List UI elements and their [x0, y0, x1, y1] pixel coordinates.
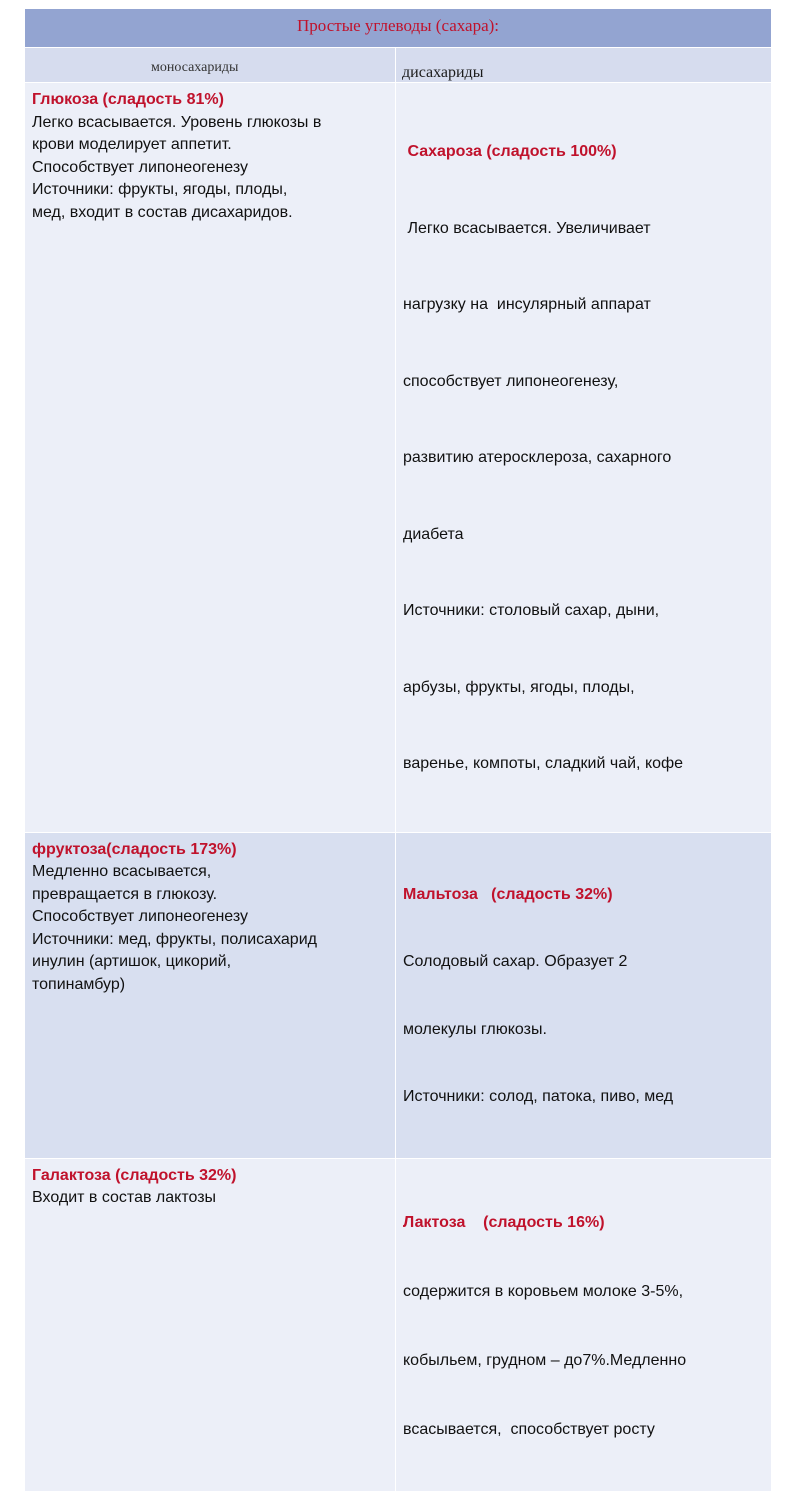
cell-line: мед, входит в состав дисахаридов.	[32, 203, 293, 221]
cell-sucrose	[396, 83, 772, 833]
cell-line: Медленно всасывается,	[32, 863, 212, 880]
sugar-name: Сахароза (сладость 100%)	[403, 143, 617, 160]
cell-line: способствует липонеогенезу,	[403, 372, 619, 390]
cell-line: содержится в коровьем молоке 3-5%,	[403, 1282, 684, 1300]
cell-line: Способствует липонеогенезу	[32, 158, 249, 176]
cell-line: всасывается, способствует росту	[403, 1420, 655, 1438]
carbohydrates-table	[24, 8, 772, 1492]
cell-line: кобыльем, грудном – до7%.Медленно	[403, 1351, 687, 1369]
table-title: Простые углеводы (сахара):	[297, 16, 499, 35]
cell-line: крови моделирует аппетит.	[32, 136, 232, 153]
cell-line: развитию атеросклероза, сахарного	[403, 449, 672, 466]
title-cell	[25, 9, 772, 48]
cell-line: арбузы, фрукты, ягоды, плоды,	[403, 678, 635, 696]
cell-line: Способствует липонеогенезу	[32, 908, 249, 925]
cell-fructose	[25, 832, 396, 1158]
cell-line: инулин (артишок, цикорий,	[32, 953, 232, 970]
cell-line: Источники: столовый сахар, дыни,	[403, 602, 660, 619]
sugar-name: Глюкоза (сладость 81%)	[32, 91, 224, 108]
sugar-name: Мальтоза (сладость 32%)	[403, 885, 613, 903]
carbohydrates-slide	[24, 8, 771, 1438]
cell-maltose	[396, 832, 772, 1158]
sugar-name: фруктоза(сладость 173%)	[32, 840, 237, 858]
cell-line: Легко всасывается. Уровень глюкозы в	[32, 113, 322, 131]
row-galactose-lactose	[25, 1158, 772, 1491]
sugar-name: Лактоза (сладость 16%)	[403, 1213, 605, 1231]
cell-line: нагрузку на инсулярный аппарат	[403, 296, 651, 313]
cell-lactose	[396, 1158, 772, 1491]
cell-line: диабета	[403, 525, 464, 543]
cell-line: Входит в состав лактозы	[32, 1189, 217, 1206]
row-fructose-maltose	[25, 832, 772, 1158]
title-row	[25, 9, 772, 48]
cell-glucose	[25, 83, 396, 833]
header-monosaccharides: моносахариды	[25, 48, 396, 83]
header-disaccharides: дисахариды	[396, 48, 772, 83]
cell-galactose	[25, 1158, 396, 1491]
cell-line: Источники: фрукты, ягоды, плоды,	[32, 181, 288, 198]
cell-line: молекулы глюкозы.	[403, 1020, 547, 1038]
header-row	[25, 48, 772, 83]
cell-line: варенье, компоты, сладкий чай, кофе	[403, 755, 684, 772]
cell-line: Источники: мед, фрукты, полисахарид	[32, 930, 317, 948]
sugar-name: Галактоза (сладость 32%)	[32, 1166, 237, 1184]
cell-line: Легко всасывается. Увеличивает	[403, 219, 651, 237]
cell-line: превращается в глюкозу.	[32, 885, 218, 903]
row-glucose-sucrose	[25, 83, 772, 833]
cell-line: Источники: солод, патока, пиво, мед	[403, 1088, 674, 1105]
cell-line: Солодовый сахар. Образует 2	[403, 953, 628, 970]
cell-line: топинамбур)	[32, 975, 126, 993]
